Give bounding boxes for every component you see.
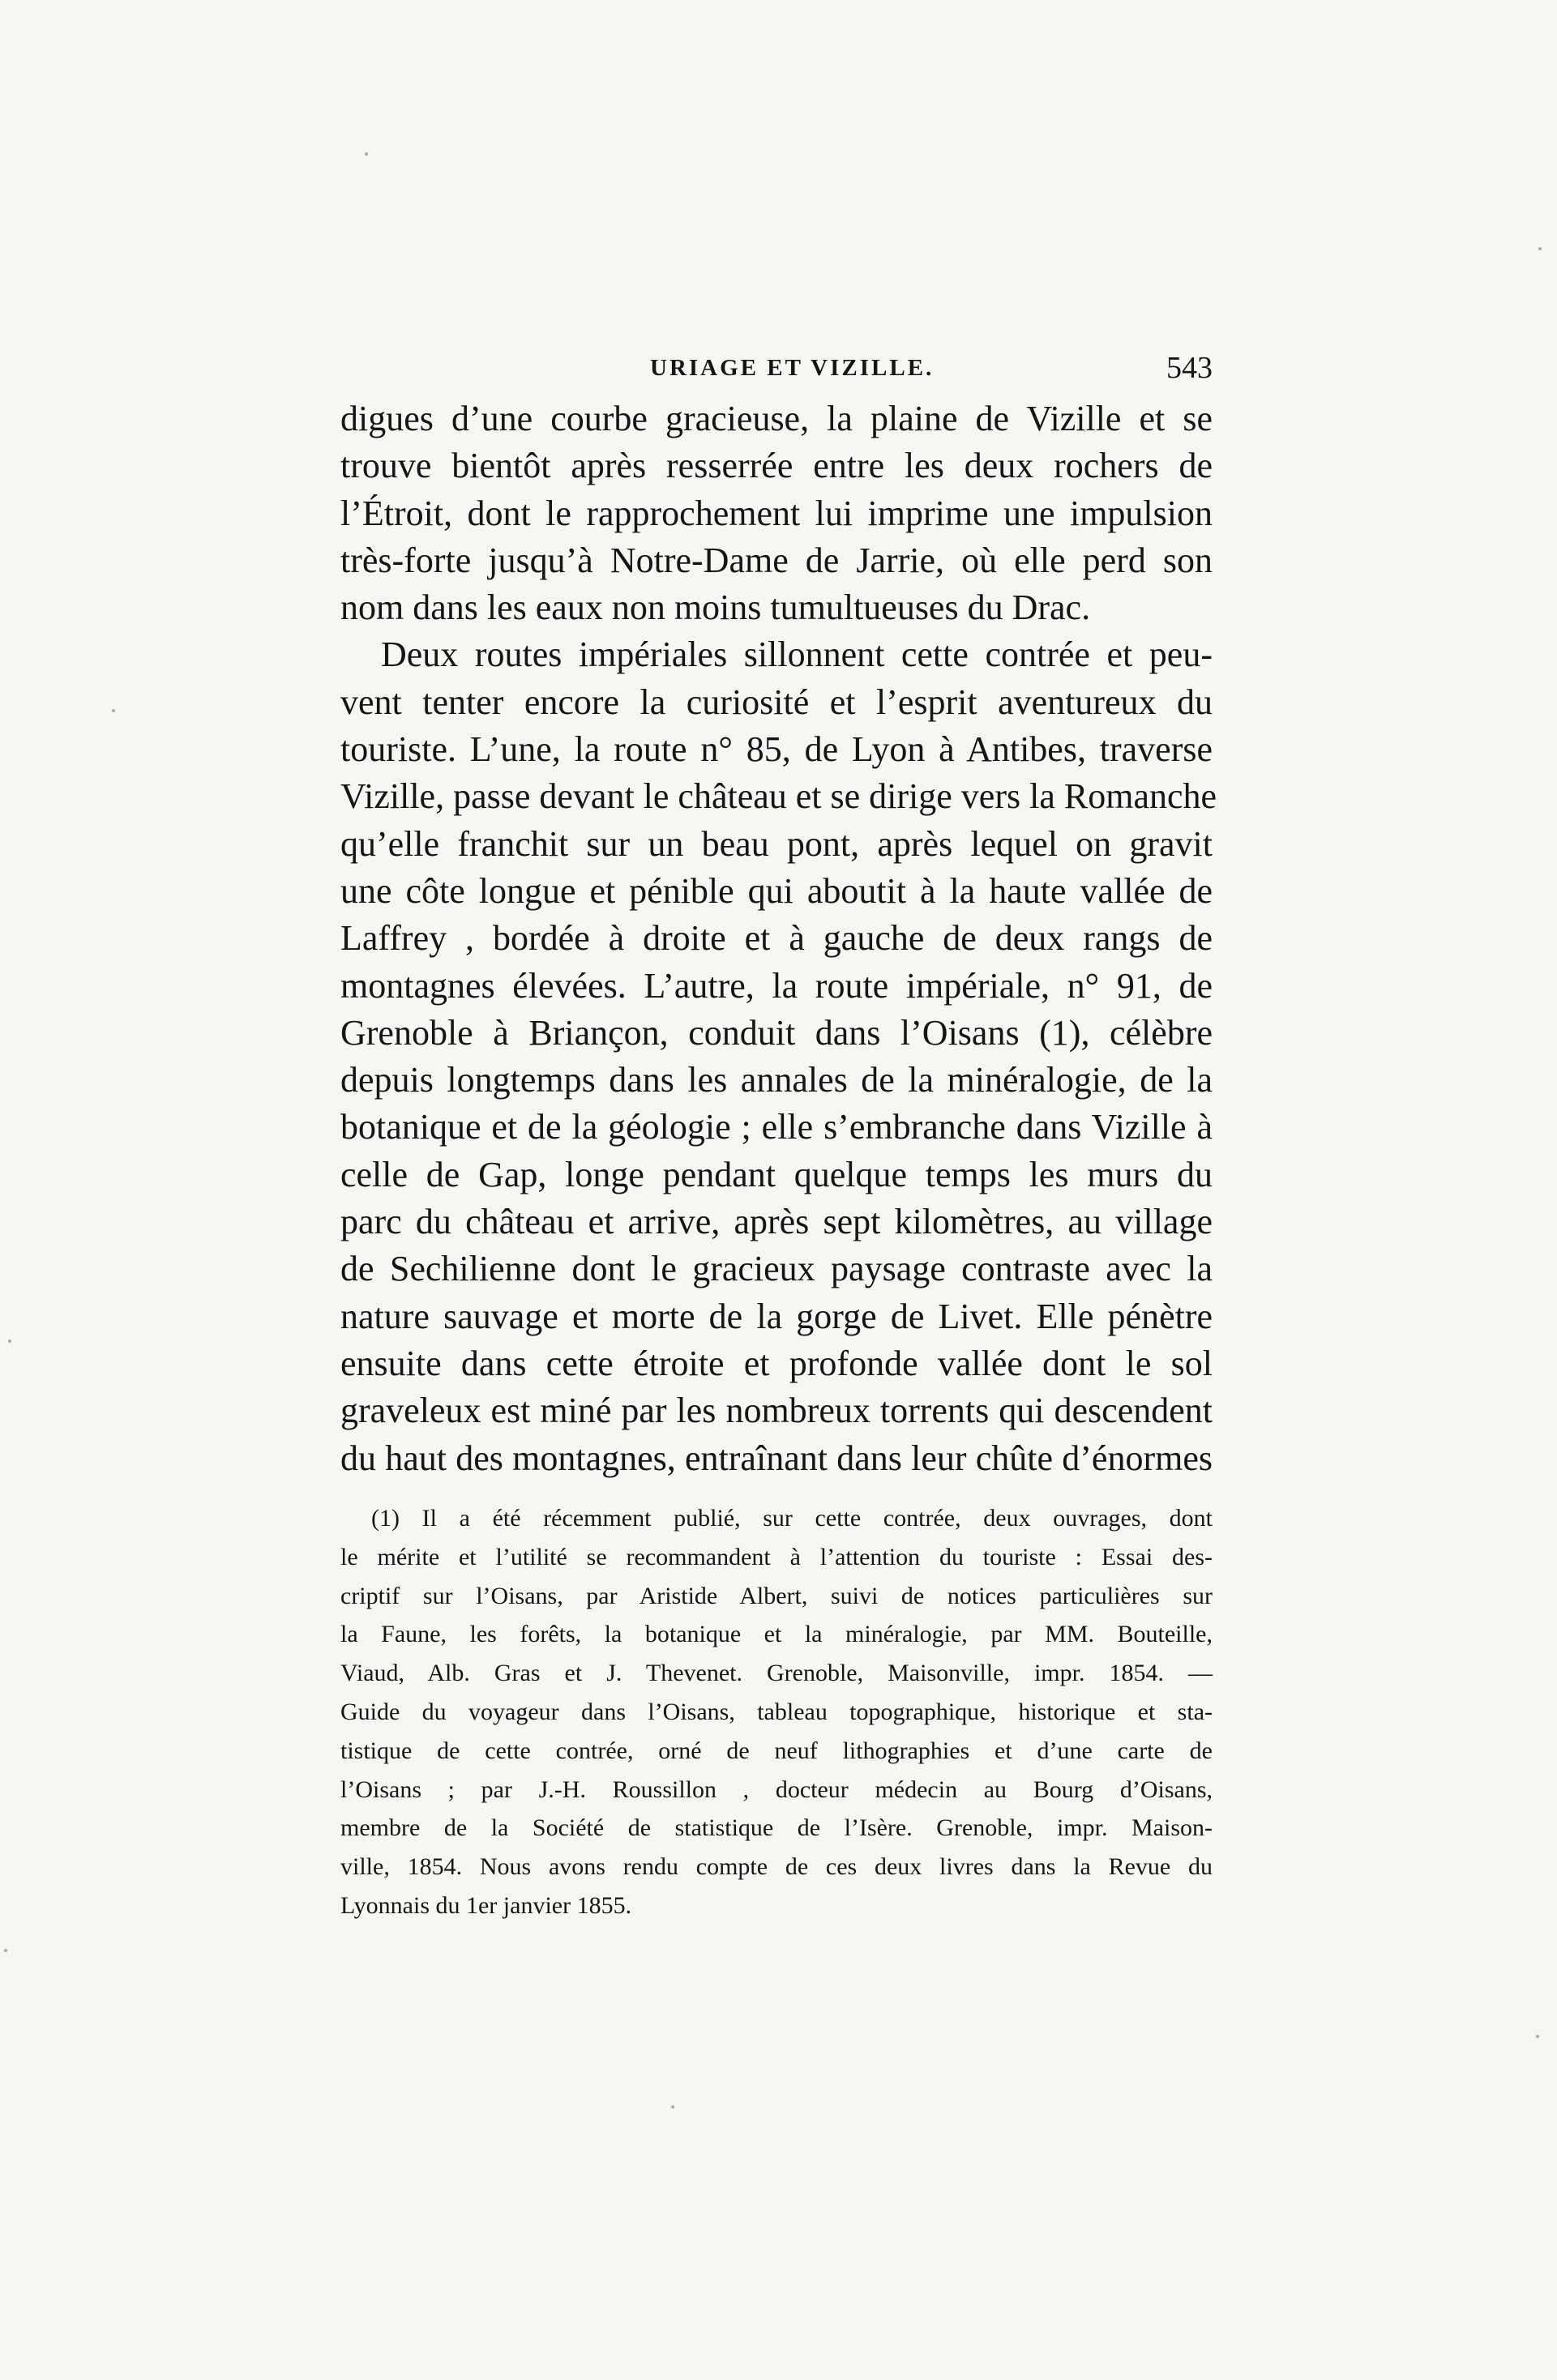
paper-speck <box>112 709 115 712</box>
paragraph-start-line: Deux routes impériales sillonnent cette contrée et peu- <box>381 635 1213 675</box>
text-line: du haut des montagnes, entraînant dans leur chûte d’énormes <box>340 1438 1213 1478</box>
footnote-line: l’Oisans ; par J.-H. Roussillon , docteur médecin au Bourg d’Oisans, <box>340 1775 1213 1803</box>
text-line: touriste. L’une, la route n° 85, de Lyon à Antibes, traverse <box>340 729 1213 770</box>
paper-speck <box>365 152 368 156</box>
footnote-line: (1) Il a été récemment publié, sur cette contrée, deux ouvrages, dont <box>371 1505 1213 1532</box>
footnote-line: ville, 1854. Nous avons rendu compte de ces deux livres dans la Revue du <box>340 1853 1213 1881</box>
text-line: nature sauvage et morte de la gorge de Livet. Elle pénètre <box>340 1296 1213 1336</box>
text-line: Grenoble à Briançon, conduit dans l’Oisans (1), célèbre <box>340 1012 1213 1053</box>
footnote <box>340 1499 1213 1925</box>
text-line: depuis longtemps dans les annales de la minéralogie, de la <box>340 1060 1213 1100</box>
running-head <box>340 344 1213 392</box>
text-line: botanique et de la géologie ; elle s’embranche dans Vizille à <box>340 1107 1213 1147</box>
text-line: de Sechilienne dont le gracieux paysage contraste avec la <box>340 1249 1213 1289</box>
footnote-line: membre de la Société de statistique de l’Isère. Grenoble, impr. Maison- <box>340 1814 1213 1842</box>
paper-speck <box>1536 2035 1539 2038</box>
footnote-line: Viaud, Alb. Gras et J. Thevenet. Grenoble, Maisonville, impr. 1854. — <box>340 1660 1213 1687</box>
text-line: très-forte jusqu’à Notre-Dame de Jarrie, où elle perd son <box>340 540 1213 580</box>
footnote-line: tistique de cette contrée, orné de neuf lithographies et d’une carte de <box>340 1737 1213 1764</box>
text-line: l’Étroit, dont le rapprochement lui imprime une impulsion <box>340 493 1213 533</box>
footnote-line: la Faune, les forêts, la botanique et la minéralogie, par MM. Bouteille, <box>340 1621 1213 1648</box>
text-line: graveleux est miné par les nombreux torrents qui descendent <box>340 1391 1213 1431</box>
paper-speck <box>1538 247 1542 250</box>
footnote-line: criptif sur l’Oisans, par Aristide Albert, suivi de notices particulières sur <box>340 1582 1213 1609</box>
text-line: Vizille, passe devant le château et se dirige vers la Romanche <box>340 776 1217 817</box>
paper-speck <box>8 1340 11 1343</box>
paper-speck <box>671 2105 674 2109</box>
text-line: celle de Gap, longe pendant quelque temps les murs du <box>340 1154 1213 1194</box>
text-line: Laffrey , bordée à droite et à gauche de deux rangs de <box>340 918 1213 959</box>
footnote-line: Lyonnais du 1er janvier 1855. <box>340 1891 632 1919</box>
text-line: qu’elle franchit sur un beau pont, après lequel on gravit <box>340 823 1213 864</box>
running-title: URIAGE ET VIZILLE. <box>650 355 935 381</box>
footnote-line: le mérite et l’utilité se recommandent à l’attention du touriste : Essai des- <box>340 1543 1213 1570</box>
text-line: une côte longue et pénible qui aboutit à la haute vallée de <box>340 870 1213 911</box>
footnote-line: Guide du voyageur dans l’Oisans, tableau topographique, historique et sta- <box>340 1698 1213 1725</box>
text-line: vent tenter encore la curiosité et l’esprit aventureux du <box>340 682 1213 722</box>
body-text <box>340 395 1217 1482</box>
text-line: ensuite dans cette étroite et profonde vallée dont le sol <box>340 1343 1213 1383</box>
text-line: digues d’une courbe gracieuse, la plaine de Vizille et se <box>340 399 1213 438</box>
paper-speck <box>4 1949 7 1952</box>
paragraph-end-line: nom dans les eaux non moins tumultueuses du Drac. <box>340 588 1091 628</box>
page-number: 543 <box>1166 351 1213 385</box>
text-line: parc du château et arrive, après sept kilomètres, au village <box>340 1202 1213 1242</box>
text-line: montagnes élevées. L’autre, la route impériale, n° 91, de <box>340 965 1213 1006</box>
text-line: trouve bientôt après resserrée entre les deux rochers de <box>340 446 1213 486</box>
